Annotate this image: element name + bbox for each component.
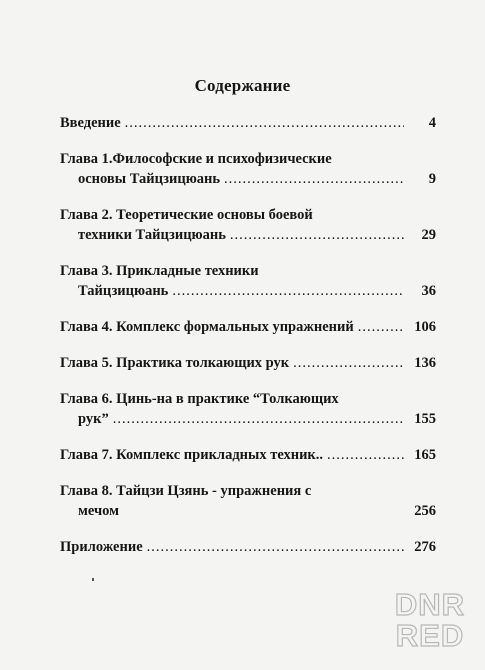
toc-entry-title: Глава 1.Философские и психофизические <box>60 151 332 167</box>
dot-leader <box>172 281 404 301</box>
dot-leader <box>293 353 404 373</box>
toc-entry-title: Глава 5. Практика толкающих рук <box>60 355 290 371</box>
toc-entry-chapter-1 <box>60 149 436 189</box>
toc-entry-title: Глава 3. Прикладные техники <box>60 263 259 279</box>
toc-entry-title: Приложение <box>60 539 143 555</box>
watermark-line-2: RED <box>395 618 465 653</box>
watermark-logo <box>393 589 467 651</box>
watermark-line-1: DNR <box>394 587 466 622</box>
toc-entry-chapter-3 <box>60 261 436 301</box>
toc-entry-title: Глава 2. Теоретические основы боевой <box>60 207 313 223</box>
toc-entry-title: Введение <box>60 115 121 131</box>
toc-entry-chapter-7 <box>60 445 436 465</box>
toc-page-number: 9 <box>428 171 436 187</box>
toc-entry-title: Глава 7. Комплекс прикладных техник.. <box>60 447 324 463</box>
toc-entry-appendix <box>60 537 436 557</box>
toc-entry-title-cont: основы Тайцзицюань <box>78 171 221 187</box>
print-speck <box>92 578 94 581</box>
toc-page-number: 4 <box>428 115 436 131</box>
toc-entry-title: Глава 6. Цинь-на в практике “Толкающих <box>60 391 339 407</box>
toc-page-number: 155 <box>414 411 436 427</box>
toc-entry-title-cont: рук” <box>78 411 109 427</box>
dot-leader <box>147 537 404 557</box>
dot-leader <box>224 169 404 189</box>
toc-page-number: 29 <box>421 227 436 243</box>
dot-leader <box>230 225 404 245</box>
dot-leader <box>358 317 404 337</box>
dot-leader <box>113 409 404 429</box>
toc-entry-title: Глава 8. Тайцзи Цзянь - упражнения с <box>60 483 312 499</box>
toc-page-number: 256 <box>414 503 436 519</box>
dot-leader <box>125 113 404 133</box>
dot-leader <box>327 445 404 465</box>
toc-entry-title-cont: мечом <box>78 503 119 519</box>
page-title: Содержание <box>194 76 291 95</box>
toc-entry-chapter-2 <box>60 205 436 245</box>
toc-page-number: 276 <box>414 539 436 555</box>
toc-entry-title: Глава 4. Комплекс формальных упражнений <box>60 319 354 335</box>
toc-page-number: 165 <box>414 447 436 463</box>
toc-entry-title-cont: Тайцзицюань <box>78 283 169 299</box>
toc-entry-chapter-8 <box>60 481 436 521</box>
toc-entry-title-cont: техники Тайцзицюань <box>78 227 226 243</box>
toc-page-number: 136 <box>414 355 436 371</box>
toc-entry-chapter-5 <box>60 353 436 373</box>
toc-page-number: 36 <box>421 283 436 299</box>
table-of-contents <box>60 113 436 573</box>
toc-entry-intro <box>60 113 436 133</box>
toc-entry-chapter-6 <box>60 389 436 429</box>
toc-entry-chapter-4 <box>60 317 436 337</box>
toc-page-number: 106 <box>414 319 436 335</box>
